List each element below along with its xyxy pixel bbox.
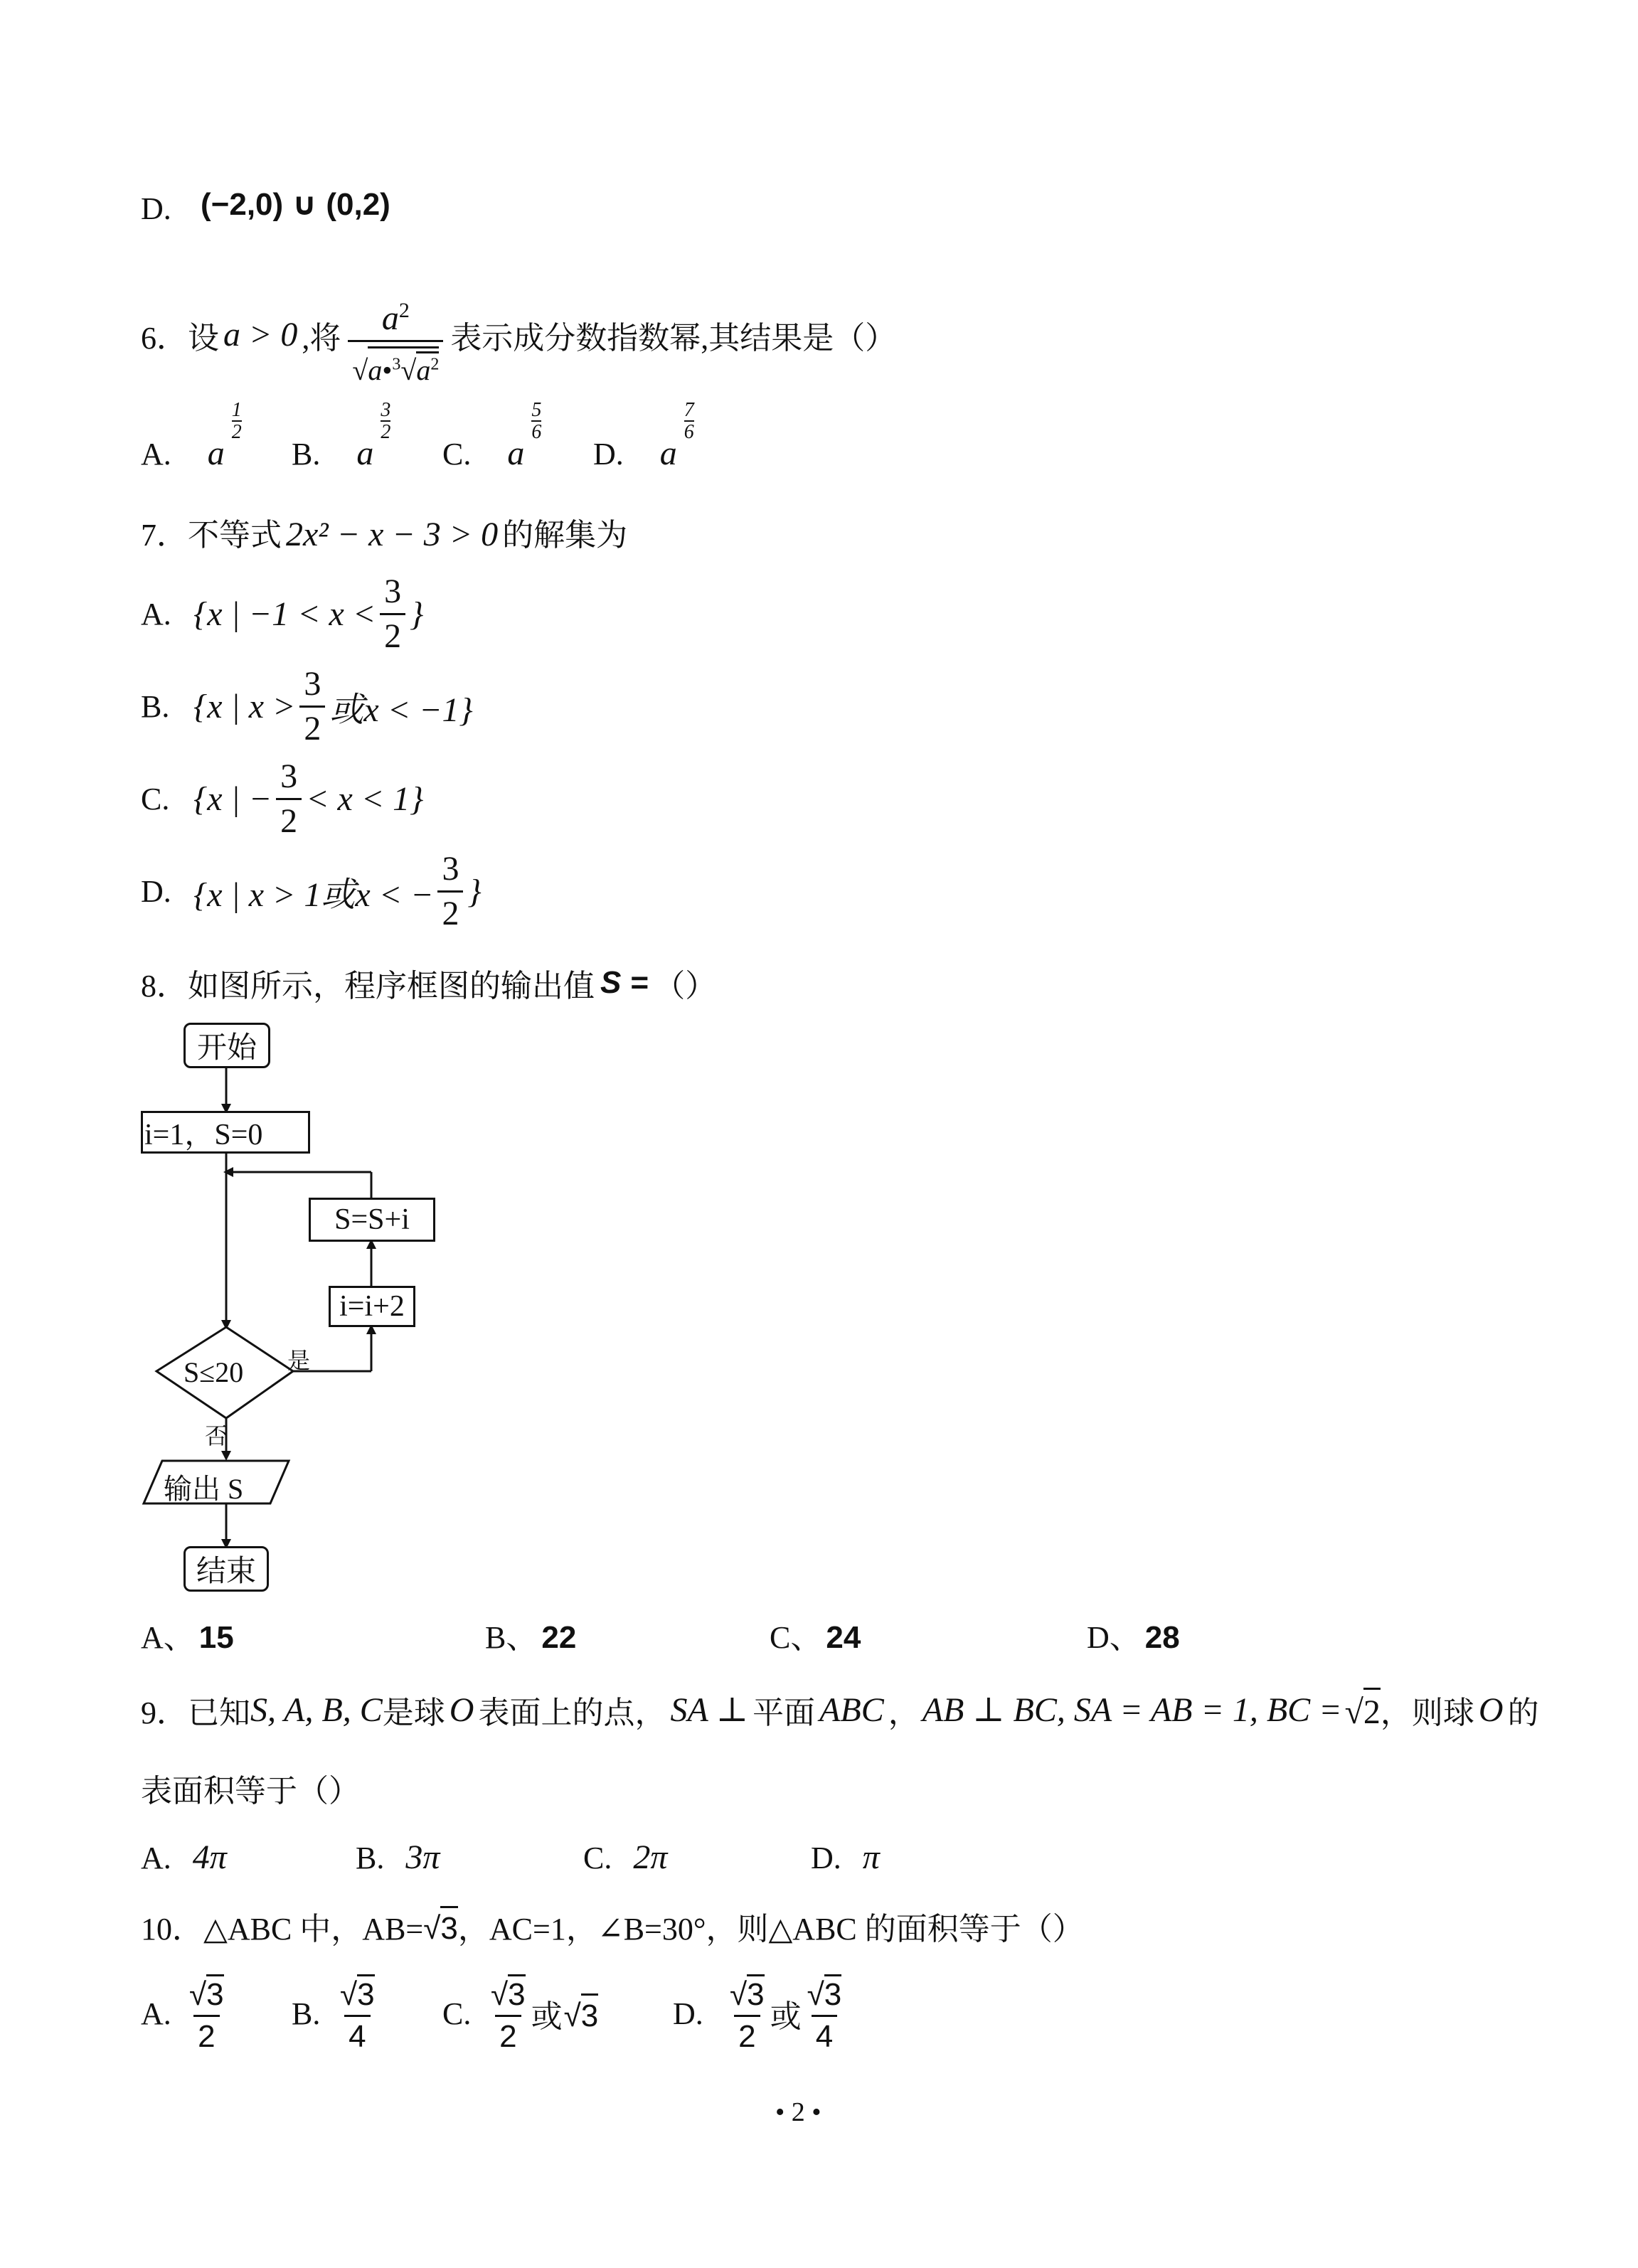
q7-stem: 7．不等式 2x² − x − 3 > 0 的解集为	[141, 516, 628, 553]
q6-option-b: B. a 3 2	[292, 399, 391, 472]
flowchart-end: 结束	[184, 1546, 269, 1592]
flowchart-no-label: 否	[205, 1423, 228, 1449]
flowchart-yes-label: 是	[287, 1348, 311, 1373]
flowchart-condition: S≤20	[184, 1356, 244, 1388]
page-number: • 2 •	[775, 2097, 821, 2127]
flowchart-increment: i=i+2	[329, 1286, 415, 1327]
q6-mid: ,将	[302, 320, 341, 356]
q6-condition: a > 0	[223, 316, 298, 353]
q7-option-b: B. {x | x > $\frac{3}{2}$ 或x < −1}	[141, 665, 473, 747]
q10-option-a: A. $\frac{√3}{2}$	[141, 1974, 228, 2053]
q9-stem-line2: 表面积等于（）	[141, 1774, 360, 1809]
q7-option-c: C. {x | − $\frac{3}{2}$ < x < 1}	[141, 757, 424, 840]
q7-option-a: A. {x | −1 < x < $\frac{3}{2}$ }	[141, 573, 424, 655]
q6-option-a: A. a 1 2	[141, 399, 242, 472]
q10-option-b: B. $\frac{√3}{4}$	[292, 1974, 379, 2053]
flowchart-output: 输出 S	[164, 1473, 244, 1505]
q10-option-c: C. $\frac{√3}{2}$ 或 √3	[442, 1974, 598, 2053]
q6-expression: $\frac{a^2}{√a•^3√a^2}$	[348, 302, 443, 385]
q6-suffix: 表示成分数指数幂,其结果是（）	[450, 320, 897, 356]
q8-option-b: B、 22	[485, 1620, 577, 1655]
q5-option-d-label: D.	[141, 191, 171, 226]
flowchart-init: i=1，S=0	[141, 1111, 310, 1154]
q9-option-b: B. 3π	[356, 1838, 440, 1876]
q8-option-c: C、 24	[770, 1620, 861, 1655]
q7-option-d: D. {x | x > 1或x < − $\frac{3}{2}$ }	[141, 850, 482, 932]
q8-stem: 8．如图所示，程序框图的输出值 S = （）	[141, 965, 717, 1003]
q6-prefix: 6．设	[141, 320, 219, 356]
q9-option-c: C. 2π	[583, 1838, 668, 1876]
flowchart-start: 开始	[184, 1023, 270, 1068]
q10-option-d: D. $\frac{√3}{2}$ 或 $\frac{√3}{4}$	[673, 1974, 846, 2053]
q5-option-d-value: (−2,0) ∪ (0,2)	[201, 187, 390, 222]
q9-option-a: A. 4π	[141, 1838, 227, 1876]
q6-option-d: D. a 7 6	[593, 399, 694, 472]
q10-stem: 10．△ABC 中，AB= √3 ，AC=1，∠B=30°，则△ABC 的面积等于（）	[141, 1903, 1084, 1949]
q6-option-c: C. a 5 6	[442, 399, 542, 472]
q9-stem-line1: 9．已知 S, A, B, C 是球 O 表面上的点， SA ⊥ 平面 ABC ， AB ⊥ BC, SA = AB = 1, BC = √2 ，则球 O 的	[141, 1687, 1539, 1732]
q8-option-a: A、 15	[141, 1620, 234, 1655]
q8-option-d: D、 28	[1087, 1620, 1180, 1655]
q9-option-d: D. π	[811, 1838, 880, 1876]
flowchart-sum: S=S+i	[309, 1198, 435, 1242]
